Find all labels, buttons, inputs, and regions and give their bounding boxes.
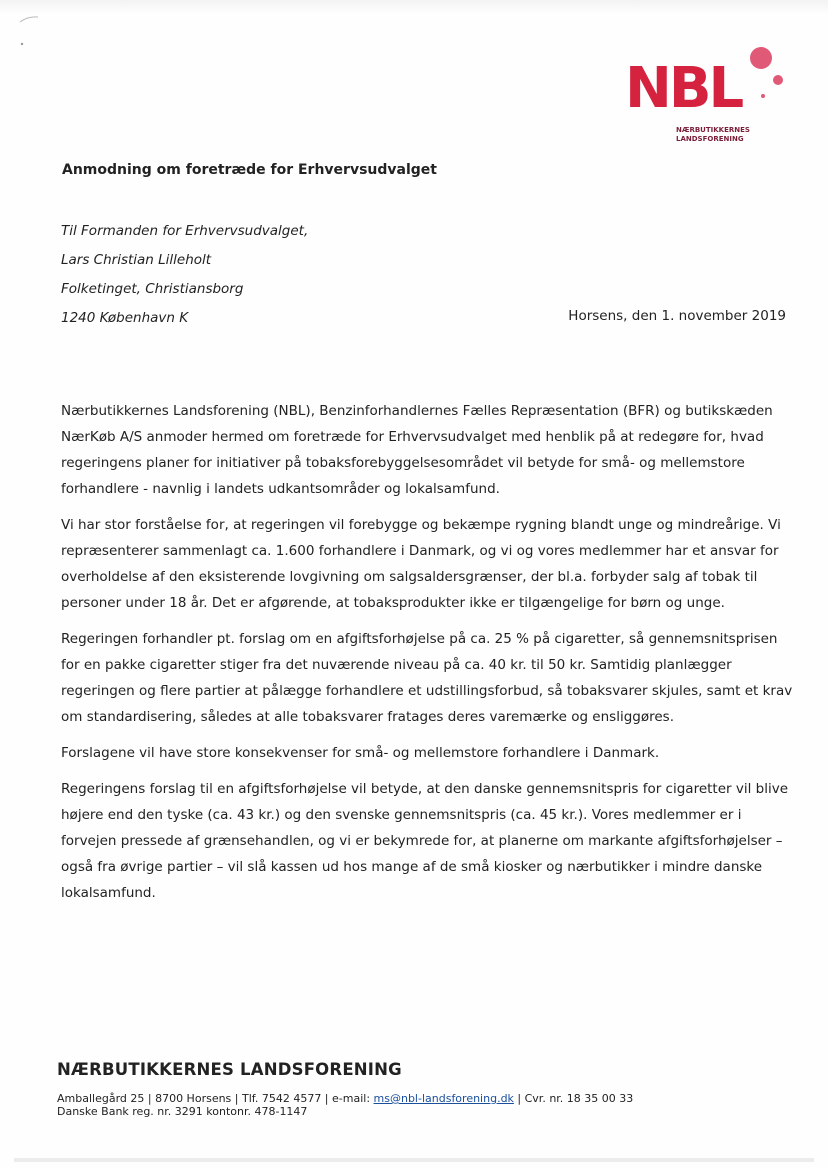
scan-bottom-edge — [14, 1158, 814, 1162]
body-paragraph: Vi har stor forståelse for, at regeringen vil forebygge og bekæmpe rygning blandt unge og mindreårige. Vi repræsenterer sammenlagt ca. 1.600 forhandlere i Danmark, og vi og vores medlemmer har et ansvar for overholdelse af den eksisterende lovgivning om salgsaldersgrænser, der bl.a. forbyder salg af tobak til personer under 18 år. Det er afgørende, at tobaksprodukter ikke er tilgængelige for børn og unge. — [61, 517, 781, 611]
letter-subject: Anmodning om foretræde for Erhvervsudvalget — [62, 162, 437, 178]
footer-organization: NÆRBUTIKKERNES LANDSFORENING — [57, 1060, 402, 1079]
letter-date: Horsens, den 1. november 2019 — [568, 308, 786, 324]
letter-body — [61, 398, 795, 916]
email-link[interactable]: ms@nbl-landsforening.dk — [373, 1092, 514, 1105]
logo-dot-small — [761, 94, 765, 98]
scan-corner-mark — [18, 14, 52, 48]
logo-dot-medium — [773, 75, 783, 85]
logo-subtitle-line1: NÆRBUTIKKERNES — [676, 126, 750, 134]
recipient-line: Lars Christian Lilleholt — [61, 252, 212, 268]
body-paragraph: Forslagene vil have store konsekvenser for små- og mellemstore forhandlere i Danmark. — [61, 745, 660, 761]
logo-subtitle-line2: LANDSFORENING — [676, 135, 744, 143]
footer-contact-line — [57, 1092, 633, 1105]
logo-subtitle — [676, 126, 786, 144]
body-paragraph: Regeringen forhandler pt. forslag om en afgiftsforhøjelse på ca. 25 % på cigaretter, så gennemsnitsprisen for en pakke cigaretter stiger fra det nuværende niveau på ca. 40 kr. til 50 kr. Samtidig planlægger regeringen og flere partier at pålægge forhandlere et udstillingsforbud, så tobaksvarer skjules, samt et krav om standardisering, således at alle tobaksvarer fratages deres varemærke og ensliggøres. — [61, 631, 793, 725]
footer-cvr: | Cvr. nr. 18 35 00 33 — [513, 1092, 634, 1105]
recipient-line: Til Formanden for Erhvervsudvalget, — [61, 223, 309, 239]
footer-address: Amballegård 25 | 8700 Horsens | Tlf. 7542 4577 | e-mail: — [57, 1092, 374, 1105]
body-paragraph: Nærbutikkernes Landsforening (NBL), Benzinforhandlernes Fælles Repræsentation (BFR) og butikskæden NærKøb A/S anmoder hermed om foretræde for Erhvervsudvalget med henblik på at redegøre for, hvad regeringens planer for initiativer på tobaksforebyggelsesområdet vil betyde for små- og mellemstore forhandlere - navnlig i landets udkantsområder og lokalsamfund. — [61, 403, 773, 497]
recipient-line: 1240 København K — [61, 310, 189, 326]
logo-dot-large — [750, 47, 772, 69]
recipient-line: Folketinget, Christiansborg — [61, 281, 244, 297]
recipient-address — [61, 222, 308, 338]
footer-bank-line: Danske Bank reg. nr. 3291 kontonr. 478-1147 — [57, 1105, 308, 1118]
body-paragraph: Regeringens forslag til en afgiftsforhøjelse vil betyde, at den danske gennemsnitspris for cigaretter vil blive højere end den tyske (ca. 43 kr.) og den svenske gennemsnitspris (ca. 45 kr.). Vores medlemmer er i forvejen pressede af grænsehandlen, og vi er bekymrede for, at planerne om markante afgiftsforhøjelser – også fra øvrige partier – vil slå kassen ud hos mange af de små kiosker og nærbutikker i mindre danske lokalsamfund. — [61, 781, 789, 901]
nbl-logo — [618, 42, 794, 152]
logo-wordmark: NBL — [625, 56, 742, 121]
scan-top-edge — [0, 0, 828, 14]
